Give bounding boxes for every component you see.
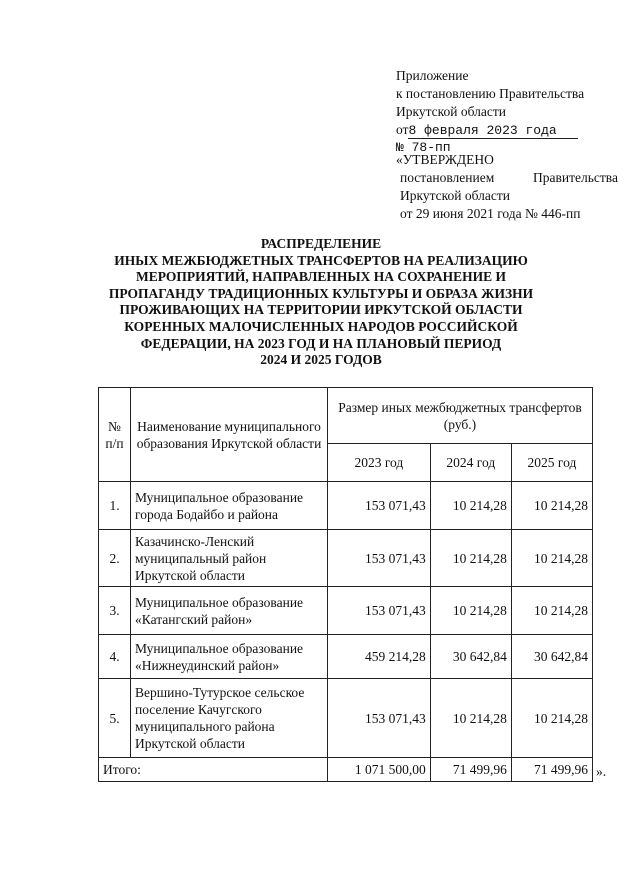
total-value-2024: 71 499,96 <box>430 758 511 782</box>
table-row <box>99 530 593 587</box>
row-value-2024: 10 214,28 <box>430 530 511 587</box>
row-value-2023: 153 071,43 <box>328 482 431 530</box>
header-amount: Размер иных межбюджетных трансфертов (руб.) <box>328 388 593 444</box>
approved-line <box>396 169 618 187</box>
approved-block <box>396 151 618 223</box>
date-value: 8 февраля 2023 года <box>408 123 578 139</box>
row-name: Муниципальное образование «Катангский район» <box>131 587 328 635</box>
row-name: Казачинско-Ленский муниципальный район Иркутской области <box>131 530 328 587</box>
table-total-row <box>99 758 593 782</box>
appendix-line: к постановлению Правительства <box>396 86 585 101</box>
title-line: РАСПРЕДЕЛЕНИЕ <box>260 236 382 251</box>
row-value-2024: 10 214,28 <box>430 679 511 758</box>
table-row <box>99 635 593 679</box>
row-name: Муниципальное образование города Бодайбо и района <box>131 482 328 530</box>
table-row <box>99 482 593 530</box>
appendix-line: Приложение <box>396 68 469 83</box>
table-header-row <box>99 388 593 444</box>
row-value-2024: 10 214,28 <box>430 587 511 635</box>
row-num: 3. <box>99 587 131 635</box>
approved-line: от 29 июня 2021 года № 446-пп <box>400 206 581 221</box>
row-value-2025: 10 214,28 <box>511 530 592 587</box>
header-year: 2023 год <box>328 444 431 482</box>
title-line: ПРОЖИВАЮЩИХ НА ТЕРРИТОРИИ ИРКУТСКОЙ ОБЛАСТИ <box>119 302 523 318</box>
title-line: ПРОПАГАНДУ ТРАДИЦИОННЫХ КУЛЬТУРЫ И ОБРАЗА ЖИЗНИ <box>108 285 534 301</box>
row-value-2024: 30 642,84 <box>430 635 511 679</box>
title-line: МЕРОПРИЯТИЙ, НАПРАВЛЕННЫХ НА СОХРАНЕНИЕ И <box>135 269 506 285</box>
header-year: 2025 год <box>511 444 592 482</box>
title-line: ИНЫХ МЕЖБЮДЖЕТНЫХ ТРАНСФЕРТОВ НА РЕАЛИЗАЦИЮ <box>114 252 528 268</box>
table-row <box>99 679 593 758</box>
row-value-2023: 153 071,43 <box>328 530 431 587</box>
title-line: 2024 И 2025 ГОДОВ <box>260 352 382 368</box>
title-line: КОРЕННЫХ МАЛОЧИСЛЕННЫХ НАРОДОВ РОССИЙСКОЙ <box>124 318 518 334</box>
appendix-block <box>396 67 584 157</box>
appendix-number: № 78-пп <box>396 140 451 155</box>
row-value-2023: 459 214,28 <box>328 635 431 679</box>
total-label: Итого: <box>99 758 328 782</box>
row-num: 5. <box>99 679 131 758</box>
document-title <box>96 236 546 369</box>
row-num: 2. <box>99 530 131 587</box>
row-value-2025: 10 214,28 <box>511 679 592 758</box>
approved-line: «УТВЕРЖДЕНО <box>396 152 494 167</box>
total-value-2023: 1 071 500,00 <box>328 758 431 782</box>
row-value-2025: 30 642,84 <box>511 635 592 679</box>
row-value-2023: 153 071,43 <box>328 587 431 635</box>
total-value-2025: 71 499,96 <box>511 758 592 782</box>
header-num: № п/п <box>99 388 131 482</box>
row-value-2024: 10 214,28 <box>430 482 511 530</box>
appendix-date <box>396 121 584 139</box>
header-name: Наименование муниципального образования Иркутской области <box>131 388 328 482</box>
row-num: 4. <box>99 635 131 679</box>
row-name: Вершино-Тутурское сельское поселение Качугского муниципального района Иркутской области <box>131 679 328 758</box>
row-num: 1. <box>99 482 131 530</box>
table-row <box>99 587 593 635</box>
date-prefix: от <box>396 122 409 137</box>
row-value-2025: 10 214,28 <box>511 587 592 635</box>
row-value-2025: 10 214,28 <box>511 482 592 530</box>
distribution-table <box>98 387 593 782</box>
row-value-2023: 153 071,43 <box>328 679 431 758</box>
title-line: ФЕДЕРАЦИИ, НА 2023 ГОД И НА ПЛАНОВЫЙ ПЕРИОД <box>140 335 502 351</box>
appendix-line: Иркутской области <box>396 104 507 119</box>
closing-quote-mark: ». <box>596 764 607 779</box>
approved-word: Правительства <box>533 170 618 185</box>
header-year: 2024 год <box>430 444 511 482</box>
row-name: Муниципальное образование «Нижнеудинский район» <box>131 635 328 679</box>
approved-word: постановлением <box>400 170 495 185</box>
approved-line: Иркутской области <box>400 188 511 203</box>
